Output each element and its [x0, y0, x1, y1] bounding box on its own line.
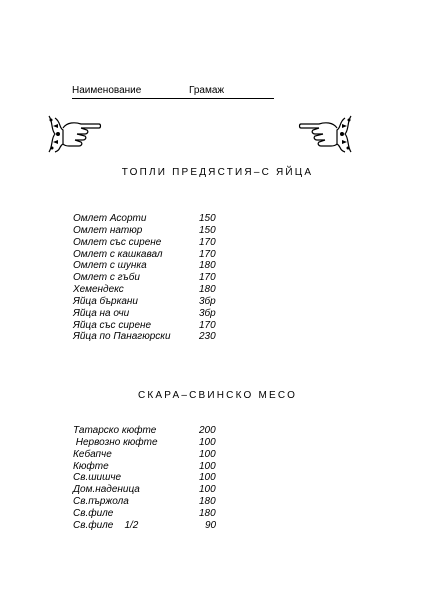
item-name: Нервозно кюфте	[73, 436, 158, 448]
weight-column-label: Грамаж	[189, 85, 225, 96]
menu-item	[73, 272, 233, 284]
item-weight: 180	[199, 507, 216, 519]
item-weight: 200	[199, 425, 216, 436]
item-name: Св.пържола	[73, 496, 129, 508]
item-weight: 100	[199, 460, 216, 472]
item-weight: 100	[199, 484, 216, 496]
item-weight: 100	[199, 436, 216, 448]
menu-item	[73, 260, 233, 272]
menu-item	[73, 296, 233, 308]
item-name: Яйца на очи	[73, 307, 130, 319]
menu-item	[73, 508, 233, 520]
menu-item	[73, 520, 233, 532]
item-weight: 170	[199, 272, 216, 284]
item-weight: 90	[205, 519, 217, 531]
menu-item	[73, 225, 233, 237]
item-name: Дом.наденица	[73, 484, 140, 496]
menu-item	[73, 496, 233, 508]
item-name: Св.шишче	[73, 472, 122, 484]
item-weight: 100	[199, 472, 216, 484]
item-name: Кебапче	[73, 448, 112, 460]
item-weight: 170	[199, 236, 216, 248]
pointing-hand-left-icon	[298, 112, 353, 156]
menu-item	[73, 284, 233, 296]
item-weight: 170	[199, 248, 216, 260]
menu-item	[73, 437, 233, 449]
menu-list-grill-pork	[73, 425, 233, 532]
item-name: Яйца по Панагюрски	[73, 331, 171, 343]
item-weight: 3бр	[199, 295, 216, 307]
menu-item	[73, 484, 233, 496]
item-weight: 150	[199, 213, 216, 224]
item-name: Омлет с шунка	[73, 260, 147, 272]
menu-item	[73, 249, 233, 261]
item-weight: 150	[199, 224, 216, 236]
menu-item	[73, 472, 233, 484]
item-name: Омлет натюр	[73, 224, 143, 236]
menu-item	[73, 320, 233, 332]
item-weight: 180	[199, 496, 216, 508]
item-weight: 230	[199, 331, 216, 343]
item-name: Св.филе	[73, 507, 114, 519]
item-weight: 180	[199, 284, 216, 296]
item-name: Св.филе 1/2	[73, 519, 139, 531]
item-name: Омлет със сирене	[73, 236, 162, 248]
menu-item	[73, 425, 233, 437]
menu-item	[73, 237, 233, 249]
item-name: Омлет с кашкавал	[73, 248, 163, 260]
menu-item	[73, 331, 233, 343]
menu-item	[73, 308, 233, 320]
item-name: Омлет с гъби	[73, 272, 140, 284]
pointing-hand-right-icon	[47, 112, 102, 156]
menu-list-hot-egg-starters	[73, 213, 233, 343]
name-column-label: Наименование	[72, 85, 142, 96]
item-name: Яйца със сирене	[73, 319, 152, 331]
item-weight: 180	[199, 260, 216, 272]
item-weight: 170	[199, 319, 216, 331]
item-name: Хемендекс	[73, 284, 124, 296]
item-name: Омлет Асорти	[73, 213, 147, 224]
section-title-grill-pork: СКАРА–СВИНСКО МЕСО	[137, 390, 298, 401]
item-name: Татарско кюфте	[73, 425, 157, 436]
item-weight: 100	[199, 448, 216, 460]
item-weight: 3бр	[199, 307, 216, 319]
menu-item	[73, 449, 233, 461]
item-name: Кюфте	[73, 460, 109, 472]
menu-item	[73, 461, 233, 473]
section-title-hot-egg-starters: ТОПЛИ ПРЕДЯСТИЯ–С ЯЙЦА	[121, 167, 314, 178]
column-header-row	[72, 85, 274, 99]
item-name: Яйца бъркани	[73, 295, 138, 307]
menu-item	[73, 213, 233, 225]
